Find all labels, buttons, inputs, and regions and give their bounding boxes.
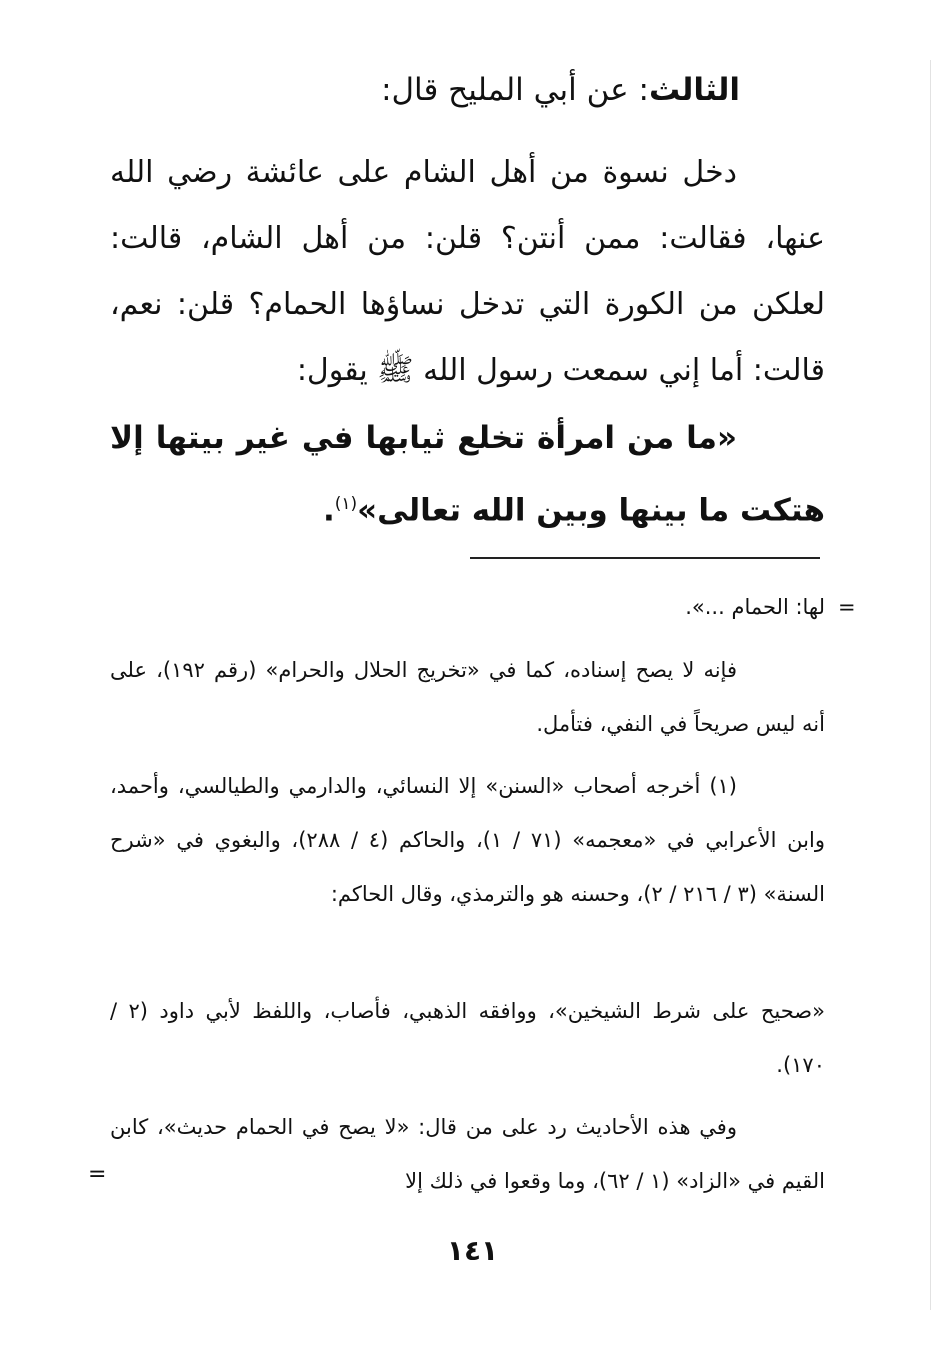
- hadith-text: «ما من امرأة تخلع ثيابها في غير بيتها إلا هتكت ما بينها وبين الله تعالى»: [110, 420, 825, 529]
- footnote-separator: [470, 557, 820, 559]
- footnote-paragraph-1: فإنه لا يصح إسناده، كما في «تخريج الحلال والحرام» (رقم ١٩٢)، على أنه ليس صريحاً في النفي، فتأمل.: [110, 658, 825, 736]
- hadith-quote: [110, 405, 825, 543]
- heading-text: : عن أبي المليح قال:: [381, 72, 649, 108]
- footnote-paragraph-2: (١) أخرجه أصحاب «السنن» إلا النسائي، والدارمي والطيالسي، وأحمد، وابن الأعرابي في «معجمه» (٧١ / ١)، والحاكم (٤ / ٢٨٨)، والبغوي في «شرح السنة» (٣ / ٢١٦ / ٢)، وحسنه هو والترمذي، وقال الحاكم:: [110, 774, 825, 906]
- heading-label: الثالث: [648, 72, 740, 108]
- page-edge: [930, 60, 931, 1310]
- footnote-paragraph-4: وفي هذه الأحاديث رد على من قال: «لا يصح في الحمام حديث»، كابن القيم في «الزاد» (١ / ٦٢)، وما وقعوا في ذلك إلا: [110, 1115, 825, 1193]
- section-heading: [330, 62, 740, 118]
- page-number: ١٤١: [446, 1234, 499, 1267]
- hadith-end: .: [322, 492, 335, 529]
- footnote-continuation-marker: =: [838, 595, 856, 619]
- main-paragraph: دخل نسوة من أهل الشام على عائشة رضي الله عنها، فقالت: ممن أنتن؟ قلن: من أهل الشام، قالت: لعلكن من الكورة التي تدخل نساؤها الحمام؟ قلن: نعم، قالت: أما إني سمعت رسول الله ﷺ يقول:: [110, 155, 825, 388]
- footnote-reference: (١): [334, 494, 358, 514]
- footnote-continues-marker: =: [88, 1162, 107, 1187]
- footnote-continuation: لها: الحمام ...».: [685, 595, 825, 619]
- footnote-paragraph-3: «صحيح على شرط الشيخين»، ووافقه الذهبي، فأصاب، واللفظ لأبي داود (٢ / ١٧٠).: [110, 999, 825, 1077]
